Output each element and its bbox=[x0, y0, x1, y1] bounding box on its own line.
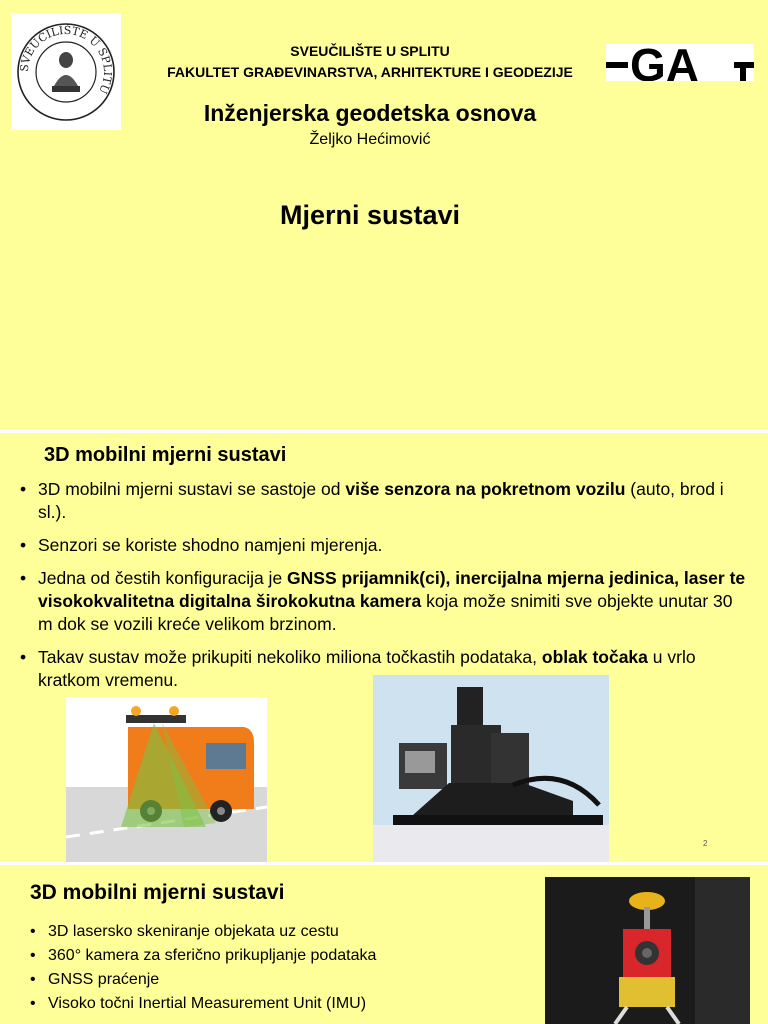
content-slide-2 bbox=[0, 433, 768, 862]
bullet-list bbox=[20, 478, 750, 702]
bullet-item: • GNSS praćenje bbox=[30, 968, 530, 992]
bullet-item: • Jedna od čestih konfiguracija je GNSS prijamnik(ci), inercijalna mjerna jedinica, laser te visokokvalitetna digitalna širokokutna kamera koja može snimiti sve objekte unutar 30 m dok se vozili kreće velikom brzinom. bbox=[20, 567, 750, 636]
bullet-item: • Senzori se koriste shodno namjeni mjerenja. bbox=[20, 534, 750, 557]
bullet-item: • 3D mobilni mjerni sustavi se sastoje od više senzora na pokretnom vozilu (auto, brod i sl.). bbox=[20, 478, 750, 524]
course-title: Inženjerska geodetska osnova bbox=[203, 100, 537, 126]
scanner-rig-image bbox=[373, 675, 609, 862]
slide-topic: Mjerni sustavi bbox=[279, 200, 461, 230]
sensor-device-image bbox=[545, 877, 750, 1024]
page-number: 2 bbox=[703, 839, 708, 848]
faculty-logo bbox=[606, 44, 754, 81]
slide-title: 3D mobilni mjerni sustavi bbox=[30, 881, 285, 904]
bullet-item: • 3D lasersko skeniranje objekata uz cestu bbox=[30, 920, 530, 944]
faculty-name: FAKULTET GRAĐEVINARSTVA, ARHITEKTURE I GEODEZIJE bbox=[167, 64, 573, 80]
university-seal bbox=[11, 13, 121, 130]
mapping-van-image bbox=[66, 697, 267, 862]
bullet-item: • Visoko točni Inertial Measurement Unit (IMU) bbox=[30, 992, 530, 1016]
author-name: Željko Hećimović bbox=[309, 131, 431, 148]
bullet-list bbox=[30, 920, 530, 1016]
seal-text: SVEUČILIŠTE U SPLITU bbox=[17, 23, 115, 96]
slide-title: 3D mobilni mjerni sustavi bbox=[44, 444, 287, 466]
content-slide-3 bbox=[0, 865, 768, 1024]
university-name: SVEUČILIŠTE U SPLITU bbox=[290, 43, 450, 59]
title-slide bbox=[0, 0, 768, 430]
bullet-item: • Takav sustav može prikupiti nekoliko miliona točkastih podataka, oblak točaka u vrlo kratkom vremenu. bbox=[20, 646, 750, 692]
logo-text: GA bbox=[630, 44, 699, 81]
bullet-item: • 360° kamera za sferično prikupljanje podataka bbox=[30, 944, 530, 968]
